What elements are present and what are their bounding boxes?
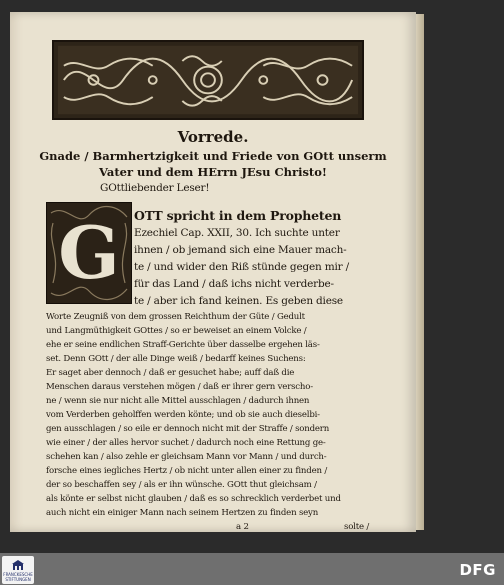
decorated-initial	[46, 202, 132, 304]
page-edge	[416, 14, 424, 530]
body-line: Er saget aber dennoch / daß er gesuchet habe; auff daß die	[46, 368, 295, 378]
document-page	[10, 12, 416, 532]
body-line: wie einer / der alles hervor suchet / dadurch noch eine Rettung ge-	[46, 438, 326, 448]
ornament-graphic	[54, 42, 362, 118]
body-line: vom Verderben geholffen werden könte; und ob sie auch dieselbi-	[46, 410, 320, 420]
address-line: GOttliebender Leser!	[100, 182, 210, 194]
francke-foundation-logo[interactable]	[2, 556, 34, 584]
signature-mark: a 2	[236, 522, 249, 532]
body-line: gen ausschlagen / so eile er dennoch nicht mit der Straffe / sondern	[46, 424, 330, 434]
body-line: auch nicht ein einiger Mann nach seinem Hertzen zu finden seyn	[46, 508, 319, 518]
body-line: ehe er seine endlichen Straff-Gerichte über dasselbe ergehen läs-	[46, 340, 320, 350]
building-icon	[11, 559, 25, 571]
body-line: Menschen daraus verstehen mögen / daß er ihrer gern verscho-	[46, 382, 313, 392]
body-line: ihnen / ob jemand sich eine Mauer mach-	[134, 244, 347, 256]
body-line: schehen kan / also zehle er gleichsam Mann vor Mann / und durch-	[46, 452, 327, 462]
francke-logo-text: FRANCKESCHE STIFTUNGEN	[3, 572, 33, 582]
body-line: OTT spricht in dem Propheten	[134, 208, 342, 223]
body-line: ne / wenn sie nur nicht alle Mittel ausschlagen / dadurch ihnen	[46, 396, 310, 406]
body-line: der so beschaffen sey / als er ihn wünsche. GOtt thut gleichsam /	[46, 480, 317, 490]
body-line: und Langmüthigkeit GOttes / so er beweiset an einem Volcke /	[46, 326, 307, 336]
body-line: forsche eines iegliches Hertz / ob nicht unter allen einer zu finden /	[46, 466, 328, 476]
salutation-line-1: Gnade / Barmhertzigkeit und Friede von GOtt unserm	[39, 149, 387, 163]
body-line: Ezechiel Cap. XXII, 30. Ich suchte unter	[134, 227, 340, 239]
body-line: als könte er selbst nicht glauben / daß es so schrecklich verderbet und	[46, 494, 341, 504]
catchword: solte /	[344, 522, 370, 532]
body-line: te / und wider den Riß stünde gegen mir /	[134, 261, 349, 273]
ornamental-headpiece	[52, 40, 364, 120]
initial-letter: G	[58, 210, 120, 295]
viewer-footer-bar	[0, 553, 504, 585]
body-line: für das Land / daß ichs nicht verderbe-	[134, 278, 334, 290]
body-line: set. Denn GOtt / der alle Dinge weiß / bedarff keines Suchens:	[46, 354, 306, 364]
dfg-logo[interactable]: DFG	[459, 561, 496, 579]
salutation-line-2: Vater und dem HErrn JEsu Christo!	[99, 165, 327, 179]
body-line: Worte Zeugniß von dem grossen Reichthum der Güte / Gedult	[46, 312, 305, 322]
body-line: te / aber ich fand keinen. Es geben diese	[134, 295, 343, 307]
page-heading: Vorrede.	[177, 128, 249, 146]
